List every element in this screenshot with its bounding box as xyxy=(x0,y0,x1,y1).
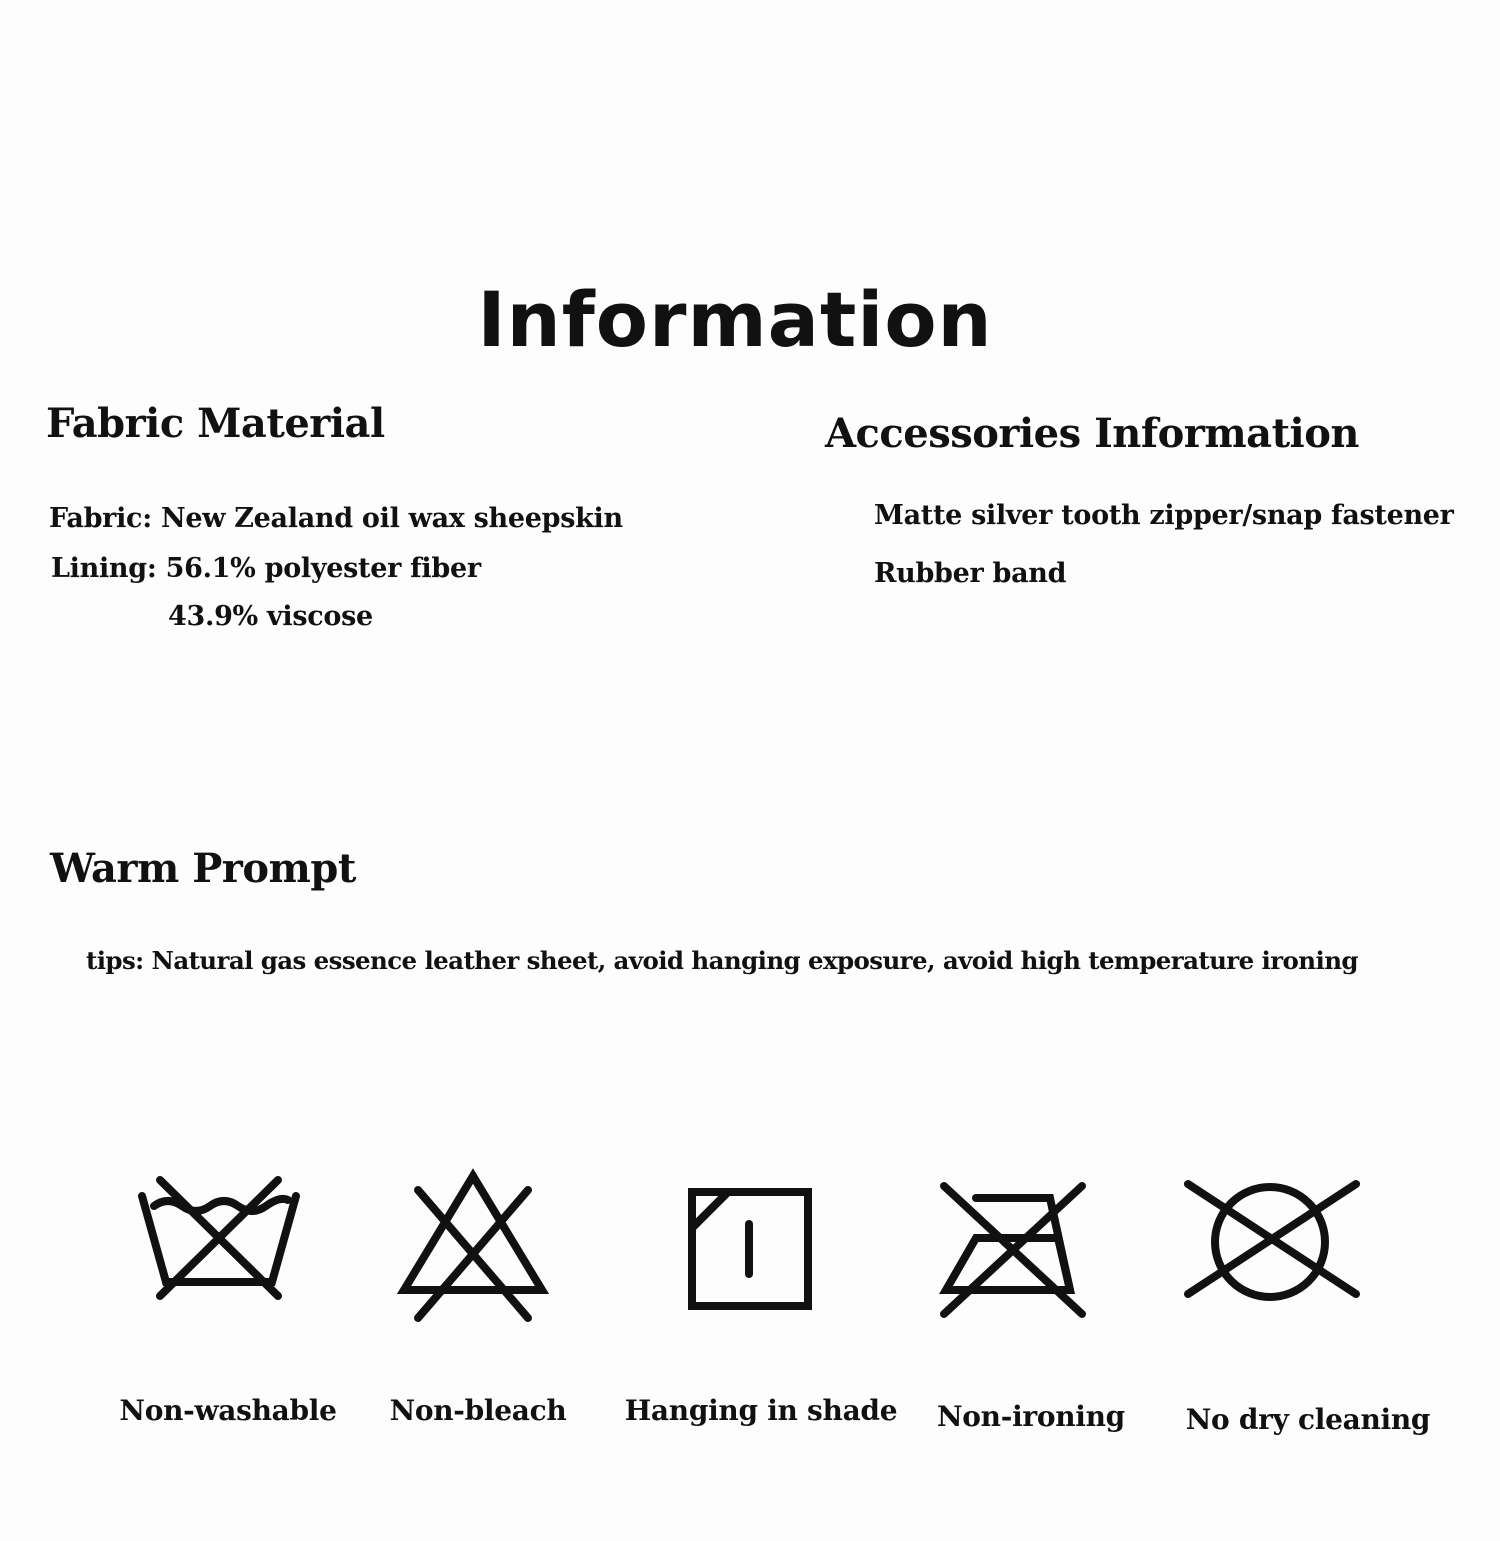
page-title: Information xyxy=(477,275,993,364)
care-label-hanging-shade: Hanging in shade xyxy=(624,1394,898,1427)
care-label-non-ironing: Non-ironing xyxy=(937,1400,1125,1433)
lining-line-2: 43.9% viscose xyxy=(168,601,373,632)
no-iron-icon xyxy=(936,1176,1092,1322)
accessories-line-rubber: Rubber band xyxy=(874,558,1067,589)
care-label-non-washable: Non-washable xyxy=(119,1394,337,1427)
fabric-line: Fabric: New Zealand oil wax sheepskin xyxy=(49,503,623,534)
care-label-non-bleach: Non-bleach xyxy=(389,1394,567,1427)
care-label-no-dry-cleaning: No dry cleaning xyxy=(1185,1403,1431,1436)
line-dry-shade-icon xyxy=(686,1186,816,1314)
accessories-line-zipper: Matte silver tooth zipper/snap fastener xyxy=(874,500,1454,531)
no-wash-icon xyxy=(136,1172,302,1302)
fabric-heading: Fabric Material xyxy=(46,400,385,447)
accessories-heading: Accessories Information xyxy=(825,410,1360,457)
tips-text: tips: Natural gas essence leather sheet, avoid hanging exposure, avoid high temperature ironing xyxy=(86,946,1358,975)
no-bleach-icon xyxy=(400,1170,550,1325)
lining-line: Lining: 56.1% polyester fiber xyxy=(51,553,481,584)
no-dry-clean-icon xyxy=(1180,1176,1364,1306)
warm-prompt-heading: Warm Prompt xyxy=(50,845,356,892)
